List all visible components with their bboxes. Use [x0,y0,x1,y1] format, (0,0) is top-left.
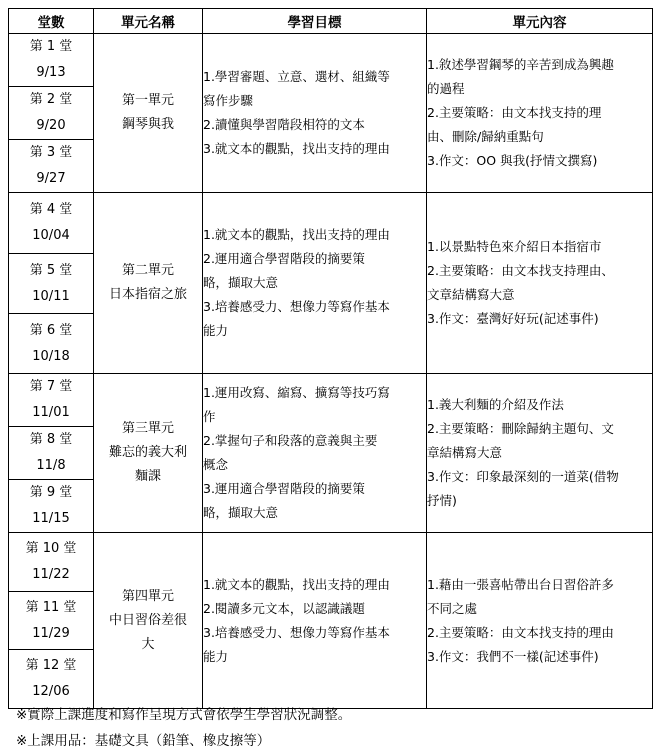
header-goals: 學習目標 [203,9,427,34]
goals-cell: 1.運用改寫、縮寫、擴寫等技巧寫 作 2.掌握句子和段落的意義與主要 概念 3.運用適合學習階段的摘要策 略，擷取大意 [203,374,427,533]
session-cell: 第 4 堂 10/04 [9,193,94,254]
content-cell: 1.藉由一張喜帖帶出台日習俗許多 不同之處 2.主要策略：由文本找支持的理由 3.作文：我們不一樣(記述事件) [427,533,653,709]
session-cell: 第 6 堂 10/18 [9,314,94,374]
course-schedule-table [8,8,653,709]
goals-cell: 1.學習審題、立意、選材、組織等 寫作步驟 2.讀懂與學習階段相符的文本 3.就文本的觀點，找出支持的理由 [203,34,427,193]
table-row [9,193,653,254]
session-cell: 第 10 堂 11/22 [9,533,94,592]
session-cell: 第 1 堂 9/13 [9,34,94,87]
session-cell: 第 5 堂 10/11 [9,254,94,314]
header-row [9,9,653,34]
unit-name-cell: 第一單元 鋼琴與我 [94,34,203,193]
note-supplies: ※上課用品：基礎文具（鉛筆、橡皮擦等） [16,733,271,749]
note-progress: ※實際上課進度和寫作呈現方式會依學生學習狀況調整。 [16,707,352,723]
session-cell: 第 9 堂 11/15 [9,480,94,533]
content-cell: 1.義大利麵的介紹及作法 2.主要策略：刪除歸納主題句、文 章結構寫大意 3.作文：印象最深刻的一道菜(借物 抒情) [427,374,653,533]
table-row [9,34,653,87]
session-cell: 第 2 堂 9/20 [9,87,94,140]
session-cell: 第 8 堂 11/8 [9,427,94,480]
footnotes [16,702,351,754]
unit-name-cell: 第二單元 日本指宿之旅 [94,193,203,374]
header-content: 單元內容 [427,9,653,34]
header-session: 堂數 [9,9,94,34]
goals-cell: 1.就文本的觀點，找出支持的理由 2.閱讀多元文本，以認識議題 3.培養感受力、想像力等寫作基本 能力 [203,533,427,709]
unit-name-cell: 第三單元 難忘的義大利 麵課 [94,374,203,533]
table-row [9,533,653,592]
session-cell: 第 3 堂 9/27 [9,140,94,193]
table-row [9,374,653,427]
content-cell: 1.敘述學習鋼琴的辛苦到成為興趣 的過程 2.主要策略：由文本找支持的理 由、刪除/歸納重點句 3.作文：OO 與我(抒情文撰寫) [427,34,653,193]
session-cell: 第 12 堂 12/06 [9,650,94,709]
session-cell: 第 7 堂 11/01 [9,374,94,427]
content-cell: 1.以景點特色來介紹日本指宿市 2.主要策略：由文本找支持理由、 文章結構寫大意 3.作文：臺灣好好玩(記述事件) [427,193,653,374]
header-unit: 單元名稱 [94,9,203,34]
unit-name-cell: 第四單元 中日習俗差很 大 [94,533,203,709]
goals-cell: 1.就文本的觀點，找出支持的理由 2.運用適合學習階段的摘要策 略，擷取大意 3.培養感受力、想像力等寫作基本 能力 [203,193,427,374]
session-cell: 第 11 堂 11/29 [9,592,94,650]
